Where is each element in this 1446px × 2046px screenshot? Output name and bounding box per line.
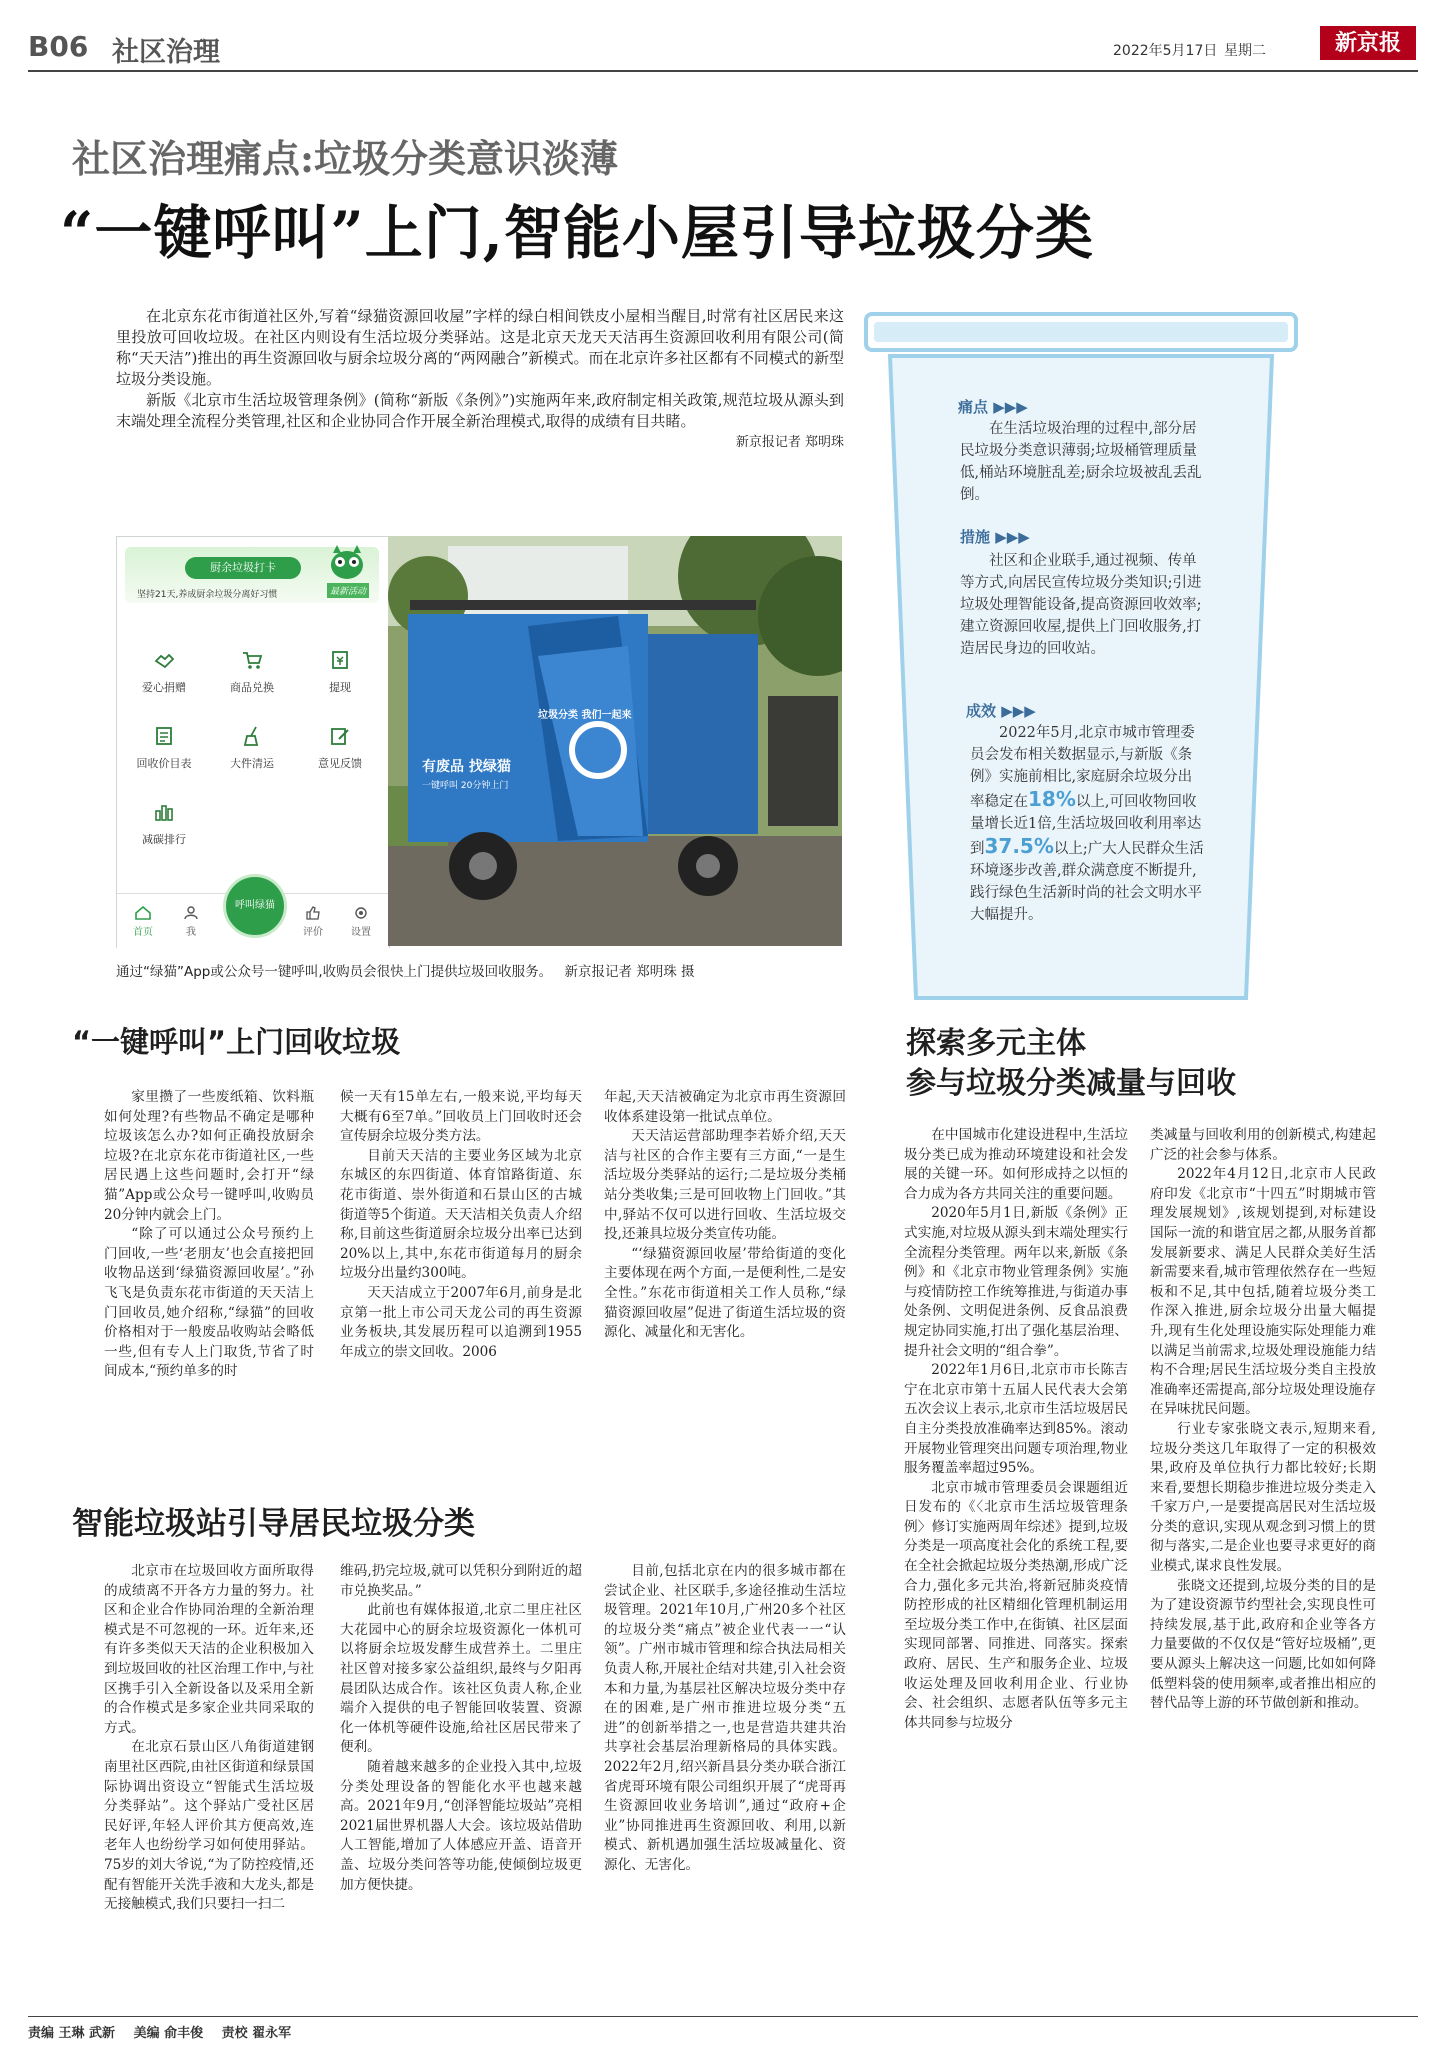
lead-paragraph-2: 新版《北京市生活垃圾管理条例》(简称“新版《条例》”)实施两年来,政府制定相关政策,规范垃圾从源头到末端处理全流程分类管理,社区和企业协同合作开展全新治理模式,取得的成绩有目共睹。 [116, 391, 844, 430]
section-name: 社区治理 [112, 37, 220, 68]
sec1-col3 [604, 1088, 846, 1343]
gear-icon [353, 906, 369, 920]
result-label: 成效 ▶▶▶ [966, 702, 1036, 720]
page-number: B06 [28, 30, 89, 63]
footer-proof: 责校 翟永军 [221, 2026, 292, 2041]
issue-date: 2022年5月17日 [1113, 43, 1218, 59]
grid-item-label: 回收价目表 [136, 757, 192, 770]
grid-item-exchange[interactable] [207, 649, 297, 695]
footer-credits [28, 2022, 291, 2041]
user-icon [183, 906, 199, 920]
article-paragraph: 北京市城市管理委员会课题组近日发布的《〈北京市生活垃圾管理条例〉修订实施两周年综述》提到,垃圾分类是一项高度社会化的系统工程,要在全社会掀起垃圾分类热潮,形成广泛合力,强化多元共治,将新冠肺炎疫情防控形成的社区精细化管理机制运用至垃圾分类工作中,在街镇、社区层面实现同部署、同推进、同落实。探索政府、居民、生产和服务企业、垃圾收运处理及回收利用企业、行业协会、社会组织、志愿者队伍等多元主体共同参与垃圾分 [904, 1479, 1128, 1731]
grid-item-label: 提现 [329, 681, 351, 694]
footer-designer: 美编 俞丰俊 [133, 2026, 204, 2041]
header-rule [28, 70, 1418, 72]
home-icon [135, 906, 151, 920]
recycling-rate: 37.5% [984, 834, 1054, 858]
lead-text [116, 306, 844, 453]
nav-rate-label: 评价 [303, 927, 323, 938]
sec1-col1 [104, 1088, 314, 1382]
photo-caption [116, 960, 856, 980]
grid-item-feedback[interactable] [295, 725, 385, 771]
chart-icon [153, 801, 175, 823]
nav-home[interactable] [123, 906, 163, 938]
article-paragraph: 维码,扔完垃圾,就可以凭积分到附近的超市兑换奖品。” [340, 1563, 582, 1599]
grid-item-donate[interactable] [119, 649, 209, 695]
article-paragraph: “除了可以通过公众号预约上门回收,一些‘老朋友’也会直接把回收物品送到‘绿猫资源回收屋’。”孙飞飞是负责东花市街道的天天洁上门回收员,她介绍称,“绿猫”的回收价格相对于一般废品收购站会略低一些,但有专人上门取货,节省了时间成本,“预约单多的时 [104, 1226, 314, 1380]
list-icon [153, 725, 175, 747]
pain-point-label-text: 痛点 [958, 398, 989, 416]
grid-item-label: 爱心捐赠 [142, 681, 186, 694]
handshake-icon [153, 649, 175, 671]
footer-rule [28, 2016, 1418, 2017]
app-screenshot [116, 536, 390, 948]
page-header [28, 22, 1418, 66]
grid-item-carbon-rank[interactable] [119, 801, 209, 847]
app-banner-button[interactable]: 厨余垃圾打卡 [185, 557, 301, 579]
thumb-up-icon [305, 906, 321, 920]
grid-item-withdraw[interactable] [295, 649, 385, 695]
article-paragraph: 随着越来越多的企业投入其中,垃圾分类处理设备的智能化水平也越来越高。2021年9月,“创泽智能垃圾站”亮相2021届世界机器人大会。该垃圾站借助人工智能,增加了人体感应开盖、语音开盖、垃圾分类问答等功能,使倾倒垃圾更加方便快捷。 [340, 1758, 582, 1893]
app-badge: 最新活动 [327, 583, 369, 598]
truck-slogan-1: 垃圾分类 我们一起来 [538, 710, 632, 721]
main-headline: “一键呼叫”上门,智能小屋引导垃圾分类 [60, 199, 1094, 267]
article-paragraph: 2022年4月12日,北京市人民政府印发《北京市“十四五”时期城市管理发展规划》,该规划提到,对标建设国际一流的和谐宜居之都,从服务首都发展新要求、满足人民群众美好生活新需要来看,城市管理依然存在一些短板和不足,其中包括,随着垃圾分类工作深入推进,厨余垃圾分出量大幅提升,现有生化处理设施实际处理能力难以满足当前需求,垃圾处理设施能力结构不合理;居民生活垃圾分类自主投放准确率还需提高,部分垃圾处理设施存在异味扰民问题。 [1150, 1166, 1376, 1418]
result-label-text: 成效 [966, 702, 997, 720]
lead-paragraph-1: 在北京东花市街道社区外,写着“绿猫资源回收屋”字样的绿白相间铁皮小屋相当醒目,时常有社区居民来这里投放可回收垃圾。在社区内则设有生活垃圾分类驿站。这是北京天龙天天洁再生资源回收利用有限公司(简称“天天洁”)推出的再生资源回收与厨余垃圾分离的“两网融合”新模式。而在北京许多社区都有不同模式的新型垃圾分类设施。 [116, 307, 844, 388]
section3-title [906, 1024, 1236, 1104]
truck-slogan-2: 有废品 找绿猫 [422, 759, 511, 775]
article-paragraph: 天天洁运营部助理李若娇介绍,天天洁与社区的合作主要有三方面,“一是生活垃圾分类驿站的运行;二是垃圾分类桶站分类收集;三是可回收物上门回收。”其中,驿站不仅可以进行回收、生活垃圾交投,还兼具垃圾分类宣传功能。 [604, 1128, 846, 1243]
grid-item-label: 意见反馈 [318, 757, 362, 770]
sec2-col2 [340, 1562, 582, 1895]
pain-point-text: 在生活垃圾治理的过程中,部分居民垃圾分类意识薄弱;垃圾桶管理质量低,桶站环境脏乱差;厨余垃圾被乱丢乱倒。 [960, 421, 1202, 503]
sec2-col3 [604, 1562, 846, 1876]
sec1-col2 [340, 1088, 582, 1362]
newspaper-logo: 新京报 [1320, 26, 1416, 60]
article-paragraph: 2022年1月6日,北京市市长陈吉宁在北京市第十五届人民代表大会第五次会议上表示,北京市生活垃圾居民自主分类投放准确率达到85%。滚动开展物业管理突出问题专项治理,物业服务覆盖率超过95%。 [904, 1362, 1128, 1477]
nav-me[interactable] [171, 906, 211, 938]
nav-me-label: 我 [186, 927, 196, 938]
broom-icon [241, 725, 263, 747]
article-paragraph: 候一天有15单左右,一般来说,平均每天大概有6至7单。”回收员上门回收时还会宣传厨余垃圾分类方法。 [340, 1089, 582, 1145]
article-paragraph: 2020年5月1日,新版《条例》正式实施,对垃圾从源头到末端处理实行全流程分类管理。两年以来,新版《条例》和《北京市物业管理条例》实施与疫情防控工作统筹推进,与街道办事处条例、文明促进条例、反食品浪费规定协同实施,打出了强化基层治理、提升社会文明的“组合拳”。 [904, 1205, 1128, 1359]
result-text-c: 以上;广大人民群众生活环境逐步改善,群众满意度不断提升,践行绿色生活新时尚的社会文明水平大幅提升。 [970, 841, 1204, 923]
kitchen-waste-rate: 18% [1028, 787, 1076, 811]
article-paragraph: 张晓文还提到,垃圾分类的目的是为了建设资源节约型社会,实现良性可持续发展,基于此,政府和企业等各方力量要做的不仅仅是“管好垃圾桶”,更要从源头上解决这一问题,比如如何降低塑料袋的使用频率,或者推出相应的替代品等上游的环节做创新和推动。 [1150, 1577, 1376, 1712]
article-paragraph: 家里攒了一些废纸箱、饮料瓶如何处理?有些物品不确定是哪种垃圾该怎么办?如何正确投放厨余垃圾?在北京东花市街道社区,一些居民遇上这些问题时,会打开“绿猫”App或公众号一键呼叫,收购员20分钟内就会上门。 [104, 1089, 314, 1223]
grid-item-label: 减碳排行 [142, 833, 186, 846]
article-paragraph: 在中国城市化建设进程中,生活垃圾分类已成为推动环境建设和社会发展的关键一环。如何形成持之以恒的合力成为各方共同关注的重要问题。 [904, 1127, 1128, 1202]
article-paragraph: 类减量与回收利用的创新模式,构建起广泛的社会参与体系。 [1150, 1127, 1376, 1163]
grid-item-bulk-pickup[interactable] [207, 725, 297, 771]
result-text-a: 2022年5月,北京市城市管理委员会发布相关数据显示,与新版《条例》实施前相比,家庭厨余垃圾分出率稳定在 [970, 725, 1195, 810]
nav-settings-label: 设置 [351, 927, 371, 938]
article-paragraph: 在北京石景山区八角街道建钢南里社区西院,由社区街道和绿景国际协调出资设立“智能式生活垃圾分类驿站”。这个驿站广受社区居民好评,年轻人评价其方便高效,连老年人也纷纷学习如何使用驿站。75岁的刘大爷说,“为了防控疫情,还配有智能开关洗手液和大龙头,都是无接触模式,我们只要扫一扫二 [104, 1739, 314, 1913]
cart-icon [241, 649, 263, 671]
grid-item-label: 商品兑换 [230, 681, 274, 694]
result-text [970, 722, 1204, 926]
app-subtitle: 坚持21天,养成厨余垃圾分离好习惯 [137, 590, 278, 600]
kicker-title: 社区治理痛点:垃圾分类意识淡薄 [72, 136, 619, 181]
bin-infographic [860, 308, 1302, 1008]
article-paragraph: 此前也有媒体报道,北京二里庄社区大花园中心的厨余垃圾资源化一体机可以将厨余垃圾发酵生成营养土。二里庄社区曾对接多家公益组织,最终与夕阳再晨团队达成合作。该社区负责人称,企业端介入提供的电子智能回收装置、资源化一体机等硬件设施,给社区居民带来了便利。 [340, 1602, 582, 1756]
nav-home-label: 首页 [133, 927, 153, 938]
measure-label-text: 措施 [960, 528, 991, 546]
sec2-col1 [104, 1562, 314, 1915]
nav-rate[interactable] [293, 906, 333, 938]
issue-weekday: 星期二 [1224, 43, 1266, 59]
article-paragraph: 目前,包括北京在内的很多城市都在尝试企业、社区联手,多途径推动生活垃圾管理。2021年10月,广州20多个社区的垃圾分类“痛点”被企业代表一一“认领”。广州市城市管理和综合执法局相关负责人称,开展社企结对共建,引入社会资本和力量,为基层社区解决垃圾分类中存在的困难,是广州市推进垃圾分类“五进”的创新举措之一,也是营造共建共治共享社会基层治理新格局的具体实践。2022年2月,绍兴新昌县分类办联合浙江省虎哥环境有限公司组织开展了“虎哥再生资源回收业务培训”,通过“政府+企业”协同推进再生资源回收、利用,以新模式、新机遇加强生活垃圾减量化、资源化、无害化。 [604, 1563, 846, 1873]
section2-title: 智能垃圾站引导居民垃圾分类 [72, 1506, 475, 1542]
lead-byline: 新京报记者 郑明珠 [735, 435, 844, 450]
grid-item-label: 大件清运 [230, 757, 274, 770]
measure-label: 措施 ▶▶▶ [960, 528, 1030, 546]
section3-title-line1: 探索多元主体 [906, 1026, 1086, 1061]
sec3-col1 [904, 1126, 1128, 1733]
result-text-b: 以上,可回收物回收量增长近1倍,生活垃圾回收利用率达到 [970, 794, 1202, 857]
app-bottom-nav [117, 893, 389, 948]
article-paragraph: 天天洁成立于2007年6月,前身是北京第一批上市公司天龙公司的再生资源业务板块,其发展历程可以追溯到1955年成立的崇文回收。2006 [340, 1284, 582, 1360]
caption-text: 通过“绿猫”App或公众号一键呼叫,收购员会很快上门提供垃圾回收服务。 [116, 964, 553, 980]
call-button[interactable]: 呼叫绿猫 [223, 874, 287, 938]
recycling-truck-image [388, 536, 842, 946]
article-paragraph: 北京市在垃圾回收方面所取得的成绩离不开各方力量的努力。社区和企业合作协同治理的全新治理模式是不可忽视的一环。近年来,还有许多类似天天洁的企业积极加入到垃圾回收的社区治理工作中,与社区携手引入全新设备以及采用全新的合作模式是多家企业共同采取的方式。 [104, 1563, 314, 1736]
cash-icon [329, 649, 351, 671]
nav-settings[interactable] [341, 906, 381, 938]
grid-item-price-list[interactable] [119, 725, 209, 771]
footer-editor: 责编 王琳 武新 [28, 2026, 116, 2041]
article-paragraph: “‘绿猫资源回收屋’带给街道的变化主要体现在两个方面,一是便利性,二是安全性。”东花市街道相关工作人员称,“绿猫资源回收屋”促进了街道生活垃圾的资源化、减量化和无害化。 [604, 1245, 846, 1341]
section3-title-line2: 参与垃圾分类减量与回收 [906, 1066, 1236, 1101]
caption-credit: 新京报记者 郑明珠 摄 [564, 964, 695, 980]
section1-title: “一键呼叫”上门回收垃圾 [72, 1025, 401, 1059]
article-paragraph: 目前天天洁的主要业务区域为北京东城区的东四街道、体育馆路街道、东花市街道、崇外街道和石景山区的古城街道等5个街道。天天洁相关负责人介绍称,目前这些街道厨余垃圾分出率已达到20%以上,其中,东花市街道每月的厨余垃圾分出量约300吨。 [340, 1147, 582, 1282]
mascot-icon [325, 543, 369, 583]
truck-slogan-3: 一键呼叫 20分钟上门 [422, 781, 509, 791]
measure-text: 社区和企业联手,通过视频、传单等方式,向居民宣传垃圾分类知识;引进垃圾处理智能设备,提高资源回收效率;建立资源回收屋,提供上门回收服务,打造居民身边的回收站。 [960, 553, 1202, 657]
article-paragraph: 行业专家张晓文表示,短期来看,垃圾分类这几年取得了一定的积极效果,政府及单位执行力都比较好;长期来看,要想长期稳步推进垃圾分类走入千家万户,一是要提高居民对生活垃圾分类的意识,实现从观念到习惯上的贯彻与落实,二是企业也要寻求更好的商业模式,谋求良性发展。 [1150, 1420, 1376, 1575]
sec3-col2 [1150, 1126, 1376, 1714]
truck-photo [388, 536, 842, 946]
edit-icon [329, 725, 351, 747]
article-paragraph: 年起,天天洁被确定为北京市再生资源回收体系建设第一批试点单位。 [604, 1089, 846, 1125]
pain-point-label: 痛点 ▶▶▶ [958, 398, 1028, 416]
